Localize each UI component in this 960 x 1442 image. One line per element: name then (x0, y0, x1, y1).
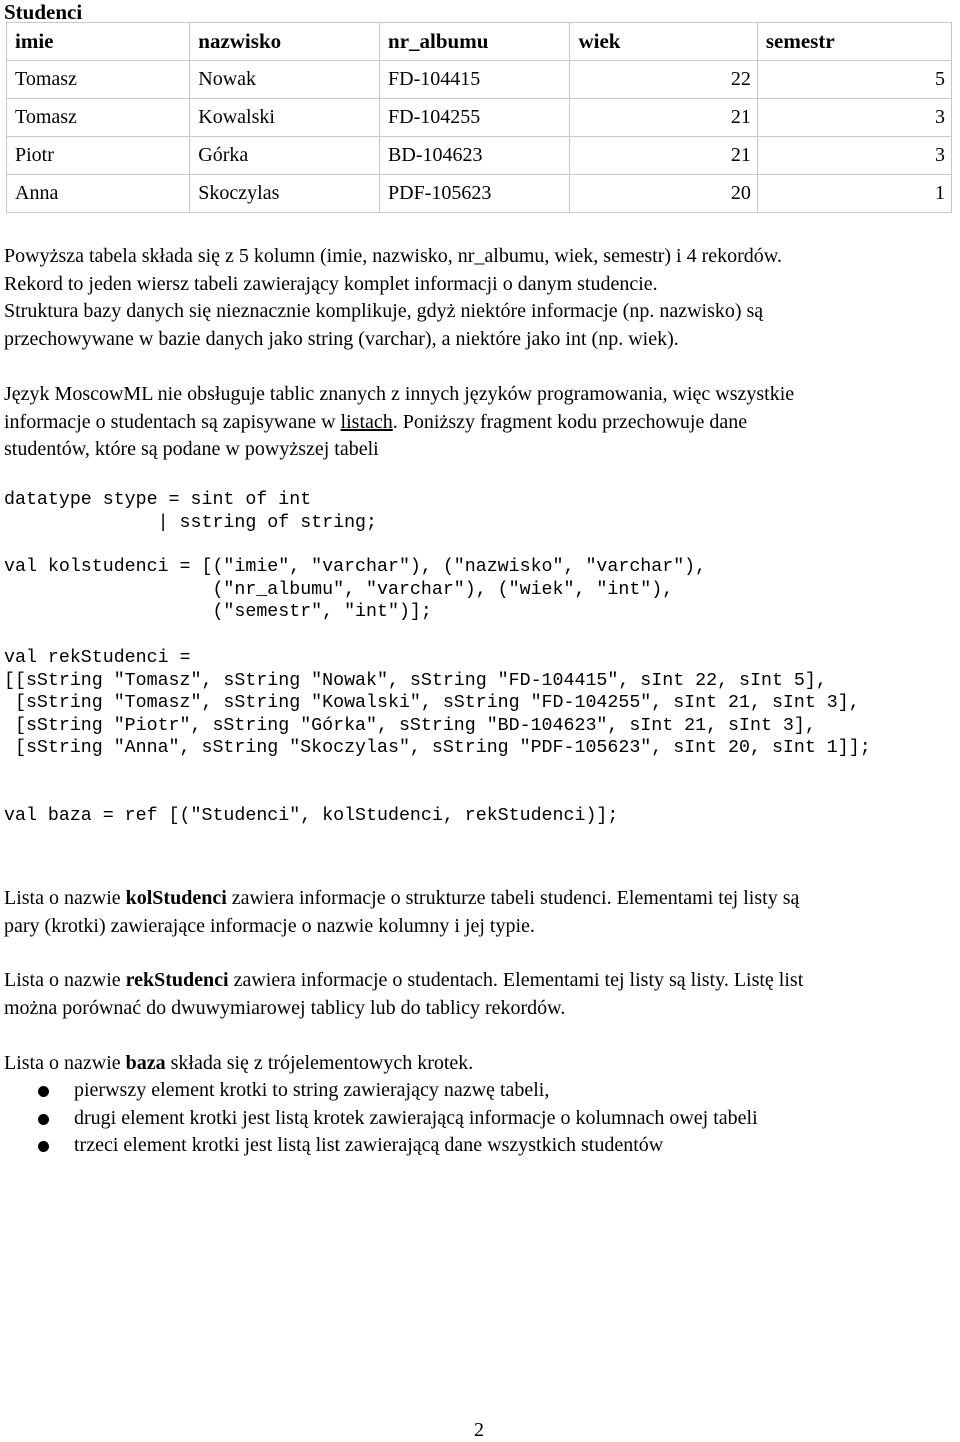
paragraph-line: Struktura bazy danych się nieznacznie komplikuje, gdyż niektóre informacje (np. nazwisko) są (4, 300, 764, 322)
paragraph-line: Język MoscowML nie obsługuje tablic znanych z innych języków programowania, więc wszystkie (4, 383, 795, 405)
cell-wiek: 20 (570, 175, 757, 213)
paragraph-line: pary (krotki) zawierające informacje o nazwie kolumny i jej typie. (4, 914, 535, 937)
paragraph-line (4, 885, 960, 913)
paragraph-text: Lista o nazwie (4, 969, 126, 991)
cell-imie: Tomasz (7, 99, 190, 137)
paragraph-text: składa się z trójelementowych krotek. (165, 1052, 474, 1074)
cell-semestr: 1 (757, 175, 951, 213)
bold-term: baza (125, 1052, 166, 1074)
cell-nazwisko: Kowalski (190, 99, 380, 137)
list-item (4, 1132, 758, 1160)
code-kolstudenci-block: val kolstudenci = [("imie", "varchar"), ("nazwisko", "varchar"), ("nr_albumu", "varchar"), ("wiek", "int"), ("semestr", "int")]; (4, 557, 707, 623)
paragraph-line (4, 1050, 960, 1078)
bold-term: kolStudenci (125, 887, 227, 909)
cell-imie: Tomasz (7, 61, 190, 99)
cell-nazwisko: Skoczylas (190, 175, 380, 213)
cell-imie: Piotr (7, 137, 190, 175)
cell-imie: Anna (7, 175, 190, 213)
cell-nazwisko: Nowak (190, 61, 380, 99)
cell-nr-albumu: FD-104255 (380, 99, 570, 137)
column-header-wiek: wiek (570, 23, 757, 61)
table-row (7, 175, 952, 213)
paragraph-text: Lista o nazwie (4, 1052, 126, 1074)
list-item (4, 1077, 758, 1105)
code-datatype-block: datatype stype = sint of int | sstring of string; (4, 490, 377, 533)
bullet-dot-icon (38, 1114, 49, 1125)
cell-wiek: 21 (570, 99, 757, 137)
column-header-semestr: semestr (757, 23, 951, 61)
paragraph-text: Lista o nazwie (4, 887, 126, 909)
cell-nr-albumu: BD-104623 (380, 137, 570, 175)
cell-semestr: 5 (757, 61, 951, 99)
column-header-nazwisko: nazwisko (190, 23, 380, 61)
rekstudenci-paragraph (4, 967, 960, 1022)
kolstudenci-paragraph (4, 885, 960, 940)
listach-link[interactable]: listach (340, 410, 393, 433)
code-baza-block: val baza = ref [("Studenci", kolStudenci, rekStudenci)]; (4, 806, 619, 826)
table-row (7, 99, 952, 137)
list-item-text: pierwszy element krotki to string zawierający nazwę tabeli, (74, 1079, 550, 1101)
code-rekstudenci-block: val rekStudenci = [[sString "Tomasz", sString "Nowak", sString "FD-104415", sInt 22, sInt 5], [sString "Tomasz", sString "Kowalski", sString "FD-104255", sInt 21, sInt 3], [sString "Piotr", sString "Górka", sString "BD-104623", sInt 21, sInt 3], [sString "Anna", sString "Skoczylas", sString "PDF-105623", sInt 20, sInt 1]]; (4, 648, 871, 759)
paragraph-text: zawiera informacje o strukturze tabeli studenci. Elementami tej listy są (226, 887, 800, 909)
baza-paragraph (4, 1050, 960, 1078)
paragraph-line (4, 967, 960, 995)
bullet-dot-icon (38, 1141, 49, 1152)
paragraph-text: . Poniższy fragment kodu przechowuje dane (392, 410, 748, 433)
paragraph-text: zawiera informacje o studentach. Elementami tej listy są listy. Listę list (228, 969, 804, 991)
table-row (7, 137, 952, 175)
moscowml-paragraph (4, 381, 960, 464)
paragraph-line: Powyższa tabela składa się z 5 kolumn (imie, nazwisko, nr_albumu, wiek, semestr) i 4 rekordów. (4, 245, 782, 267)
column-header-nr-albumu: nr_albumu (380, 23, 570, 61)
cell-wiek: 22 (570, 61, 757, 99)
bold-term: rekStudenci (125, 969, 229, 991)
list-item-text: trzeci element krotki jest listą list zawierającą dane wszystkich studentów (74, 1134, 664, 1156)
paragraph-line (4, 409, 960, 437)
paragraph-text: informacje o studentach są zapisywane w (4, 410, 341, 433)
paragraph-line: Rekord to jeden wiersz tabeli zawierający komplet informacji o danym studencie. (4, 272, 658, 295)
table-row (7, 61, 952, 99)
cell-semestr: 3 (757, 137, 951, 175)
students-table (6, 22, 952, 213)
table-description-paragraph (4, 243, 960, 353)
column-header-imie: imie (7, 23, 190, 61)
list-item (4, 1105, 758, 1133)
paragraph-line: można porównać do dwuwymiarowej tablicy lub do tablicy rekordów. (4, 996, 566, 1019)
table-header-row (7, 23, 952, 61)
page-number: 2 (474, 1419, 484, 1441)
list-item-text: drugi element krotki jest listą krotek zawierającą informacje o kolumnach owej tabeli (74, 1106, 758, 1129)
cell-wiek: 21 (570, 137, 757, 175)
paragraph-line: przechowywane w bazie danych jako string (varchar), a niektóre jako int (np. wiek). (4, 327, 679, 350)
cell-nr-albumu: FD-104415 (380, 61, 570, 99)
cell-semestr: 3 (757, 99, 951, 137)
paragraph-line: studentów, które są podane w powyższej tabeli (4, 438, 379, 460)
table-title: Studenci (4, 0, 83, 24)
bullet-dot-icon (38, 1086, 49, 1097)
cell-nazwisko: Górka (190, 137, 380, 175)
bullet-list (4, 1077, 758, 1160)
cell-nr-albumu: PDF-105623 (380, 175, 570, 213)
